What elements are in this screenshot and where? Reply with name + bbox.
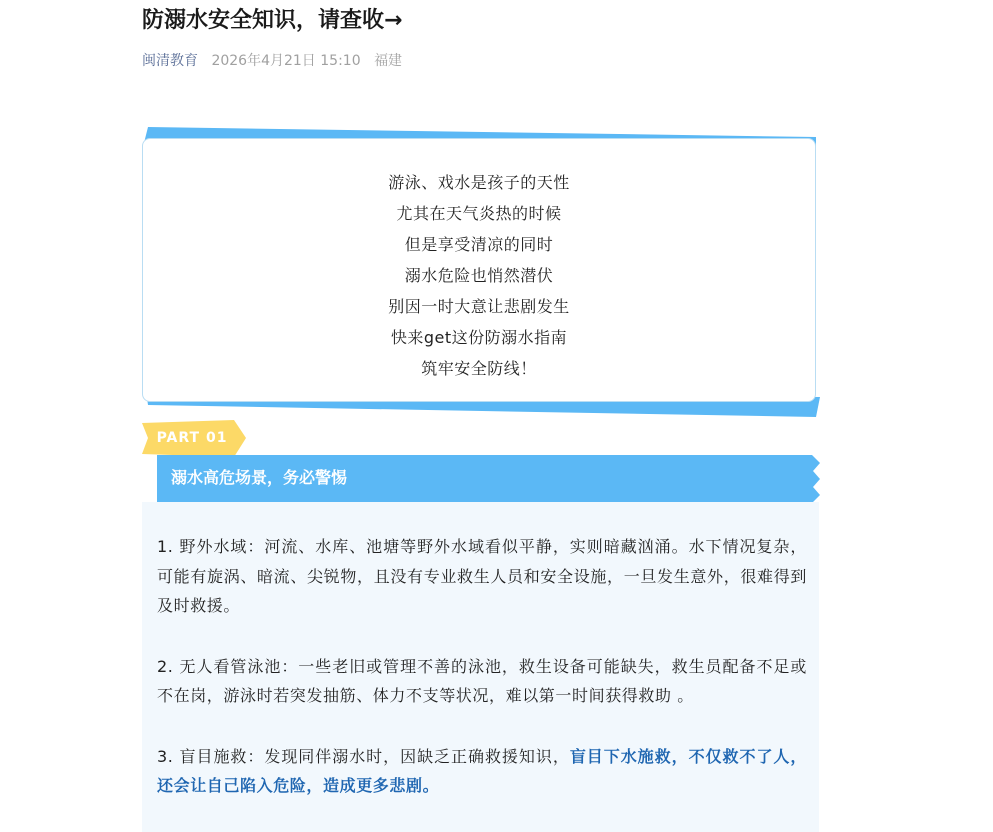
paragraph-text: 3. 盲目施救：发现同伴溺水时，因缺乏正确救援知识， xyxy=(157,746,570,766)
paragraph-unattended-pool: 2. 无人看管泳池：一些老旧或管理不善的泳池，救生设备可能缺失，救生员配备不足或不在岗，游泳时若突发抽筋、体力不支等状况，难以第一时间获得救助 。 xyxy=(157,656,807,705)
intro-line: 快来get这份防溺水指南 xyxy=(390,328,568,347)
intro-card-frame xyxy=(142,125,820,420)
intro-line: 尤其在天气炎热的时候 xyxy=(396,204,562,223)
author-link[interactable]: 闽清教育 xyxy=(142,53,198,69)
publish-location: 福建 xyxy=(374,53,403,69)
article-title: 防溺水安全知识，请查收→ xyxy=(142,8,403,33)
publish-time: 2026年4月21日 15:10 xyxy=(211,53,361,69)
intro-line: 溺水危险也悄然潜伏 xyxy=(404,266,554,285)
paragraph-blind-rescue xyxy=(157,742,807,801)
content-panel xyxy=(142,502,819,832)
section-title: 溺水高危场景，务必警惕 xyxy=(171,468,348,487)
paragraph-wild-water: 1. 野外水域：河流、水库、池塘等野外水域看似平静，实则暗藏汹涌。水下情况复杂，可能有旋涡、暗流、尖锐物，且没有专业救生人员和安全设施，一旦发生意外，很难得到及时救援。 xyxy=(157,537,807,615)
intro-line: 别因一时大意让悲剧发生 xyxy=(388,297,570,316)
section-banner xyxy=(157,455,820,502)
intro-line: 但是享受清凉的同时 xyxy=(404,235,554,254)
intro-card xyxy=(142,138,816,402)
intro-line: 筑牢安全防线！ xyxy=(421,359,537,378)
article-meta xyxy=(142,51,411,71)
intro-line: 游泳、戏水是孩子的天性 xyxy=(388,173,570,192)
part-badge xyxy=(142,420,246,457)
highlighted-warning: 盲目下水施救，不仅救不了人，还会让自己陷入危险，造成更多悲剧。 xyxy=(157,746,808,795)
part-badge-label: PART 01 xyxy=(156,430,228,446)
